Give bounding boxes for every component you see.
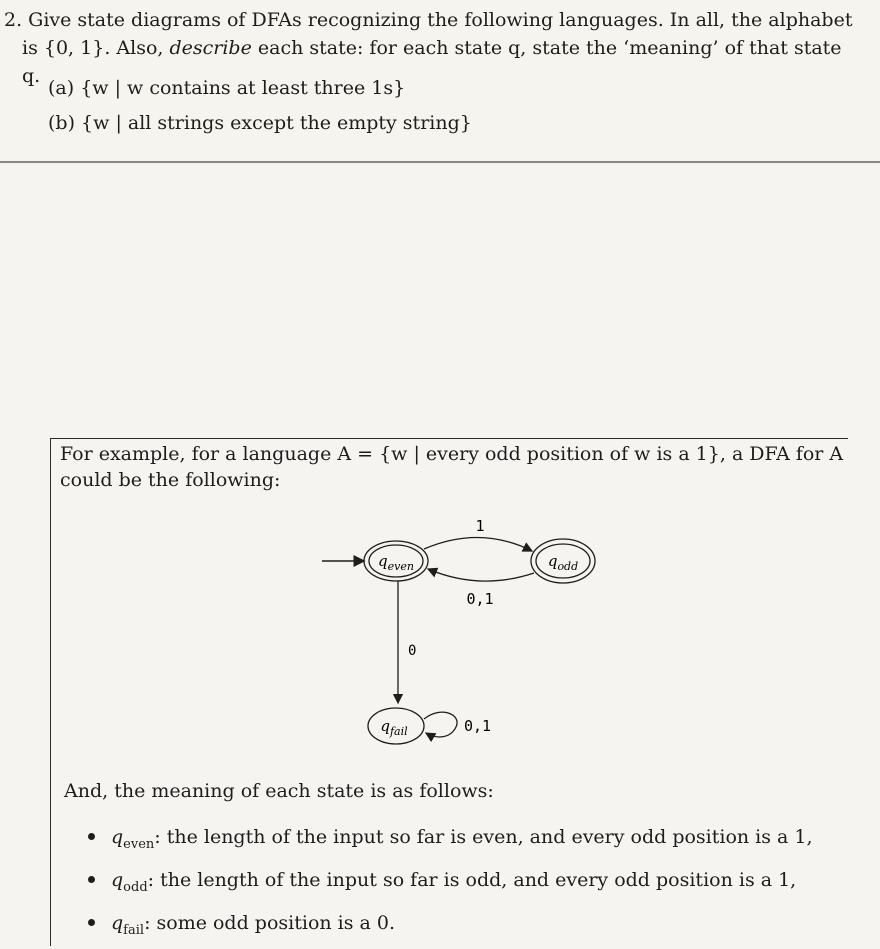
item-b xyxy=(48,111,472,135)
question-number: 2. xyxy=(4,9,23,31)
meaning-even-text: : the length of the input so far is even, and every odd position is a 1, xyxy=(154,826,813,848)
meaning-fail-state xyxy=(111,912,145,938)
meaning-odd-state xyxy=(111,869,148,895)
question-line2-post: . Also, xyxy=(104,37,170,59)
question-line1: Give state diagrams of DFAs recognizing the following languages. In all, the alphabet xyxy=(28,9,853,31)
state-odd-sub: odd xyxy=(557,560,579,573)
meaning-title: And, the meaning of each state is as follows: xyxy=(64,780,494,802)
svg-text:qfail xyxy=(380,717,408,738)
example-line1: For example, for a language A = {w | every odd position of w is a 1}, a DFA for A xyxy=(60,443,844,465)
edge-label-loop: 0,1 xyxy=(464,717,492,735)
edge-label-0: 0 xyxy=(408,643,417,659)
meaning-fail xyxy=(88,912,395,938)
edge-label-01: 0,1 xyxy=(466,590,494,608)
bullet-dot xyxy=(88,919,95,926)
example-intro xyxy=(60,441,850,493)
item-a-text: {w | w contains at least three 1s} xyxy=(80,77,406,99)
question-line2-rest: each state: for each state q, state the ‘meaning’ of that state q. xyxy=(22,37,842,87)
meaning-fail-sub: fail xyxy=(123,922,145,938)
edge-even-to-odd xyxy=(424,537,532,551)
example-line2: could be the following: xyxy=(60,469,281,491)
edge-fail-loop xyxy=(424,712,457,737)
meaning-odd-sub: odd xyxy=(123,879,148,895)
meaning-fail-q: q xyxy=(111,912,124,934)
edge-label-1: 1 xyxy=(475,517,485,535)
bullet-dot xyxy=(88,876,95,883)
svg-text:qeven xyxy=(378,552,414,573)
item-b-text: {w | all strings except the empty string} xyxy=(81,112,472,134)
state-even-q: q xyxy=(378,552,388,570)
question-line2-pre: is xyxy=(22,37,44,59)
state-even-sub: even xyxy=(387,560,414,573)
bullet-dot xyxy=(88,833,95,840)
state-odd-q: q xyxy=(547,552,558,570)
item-a xyxy=(48,76,405,100)
meaning-even-sub: even xyxy=(123,836,155,852)
divider xyxy=(0,161,880,163)
state-q-fail xyxy=(368,708,424,744)
meaning-even-q: q xyxy=(111,826,124,848)
state-fail-sub: fail xyxy=(389,725,408,738)
meaning-fail-text: : some odd position is a 0. xyxy=(144,912,396,934)
alphabet: {0, 1} xyxy=(43,37,105,59)
meaning-odd-text: : the length of the input so far is odd, and every odd position is a 1, xyxy=(147,869,797,891)
state-fail-q: q xyxy=(380,717,390,735)
item-a-label: (a) xyxy=(48,77,75,99)
state-q-even xyxy=(364,541,428,581)
meaning-even xyxy=(88,826,813,852)
meaning-odd xyxy=(88,869,796,895)
meaning-even-state xyxy=(111,826,155,852)
meaning-odd-q: q xyxy=(111,869,124,891)
dfa-diagram xyxy=(300,505,579,755)
edge-odd-to-even xyxy=(428,569,534,581)
describe-word: describe xyxy=(169,37,252,59)
item-b-label: (b) xyxy=(48,112,75,134)
